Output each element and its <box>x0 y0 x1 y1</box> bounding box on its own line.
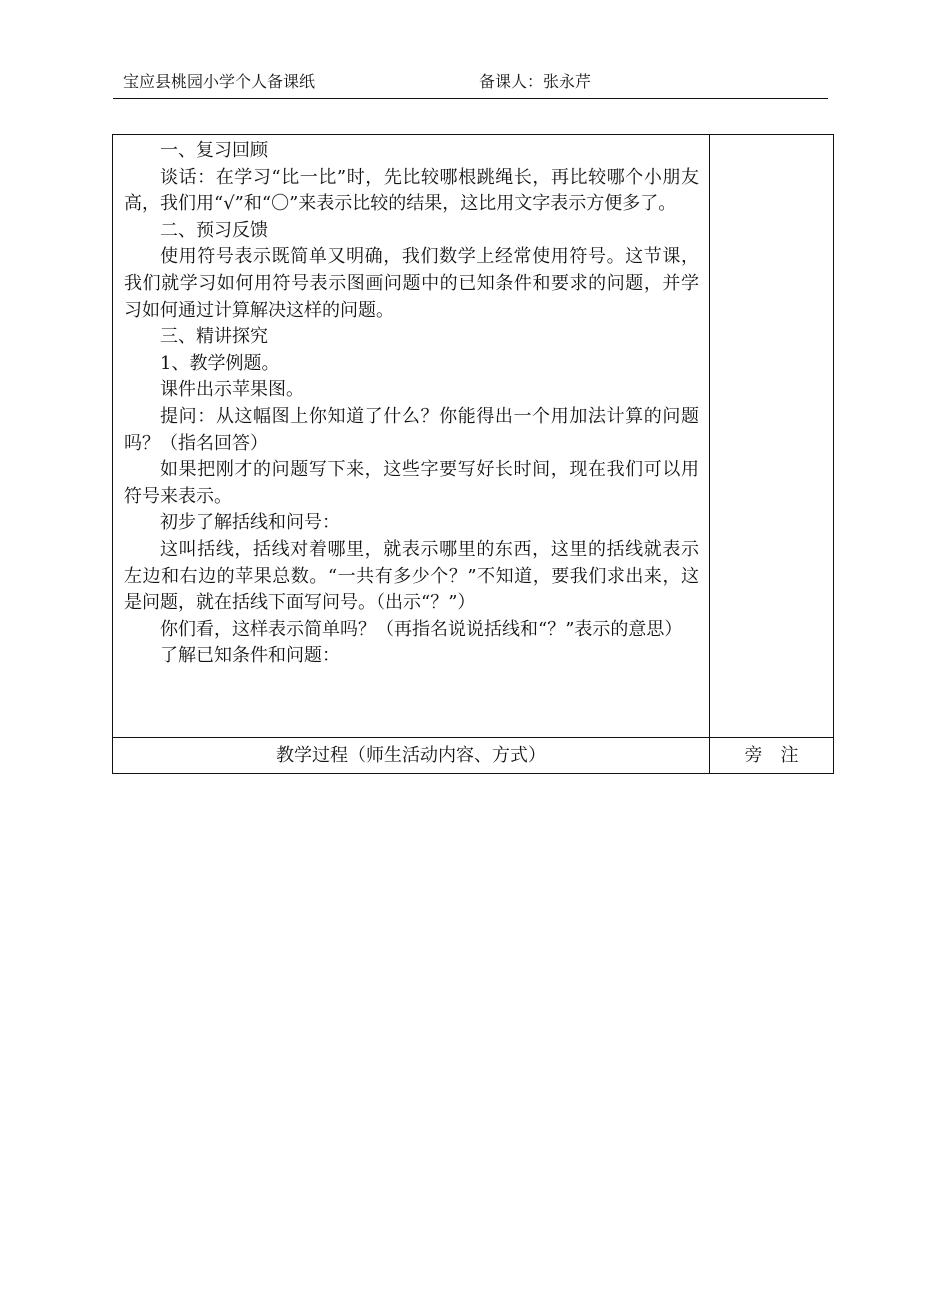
lesson-preparer: 备课人：张永芹 <box>479 72 592 91</box>
teaching-content-cell <box>113 135 710 737</box>
school-name: 宝应县桃园小学个人备课纸 <box>123 72 316 91</box>
conditions-paragraph: 了解已知条件和问题： <box>160 645 340 667</box>
side-note-cell <box>710 135 833 737</box>
table-footer-row <box>113 737 833 774</box>
header-divider <box>113 98 828 99</box>
section-heading-exploration: 三、精讲探究 <box>160 326 268 348</box>
bracket-intro-paragraph: 初步了解括线和问号： <box>160 512 340 534</box>
side-note-label: 旁注 <box>744 745 817 766</box>
question-paragraph: 提问：从这幅图上你知道了什么？你能得出一个用加法计算的问题吗？（指名回答） <box>124 405 699 454</box>
example-heading: 1、教学例题。 <box>160 352 280 374</box>
lesson-plan-table <box>112 134 834 774</box>
symbol-paragraph: 如果把刚才的问题写下来，这些字要写好长时间，现在我们可以用符号来表示。 <box>124 459 699 507</box>
review-paragraph: 谈话：在学习“比一比”时，先比较哪根跳绳长，再比较哪个小朋友高，我们用“√”和“〇”来表示比较的结果，这比用文字表示方便多了。 <box>124 166 699 215</box>
courseware-paragraph: 课件出示苹果图。 <box>160 379 304 401</box>
preview-feedback-paragraph: 使用符号表示既简单又明确，我们数学上经常使用符号。这节课，我们就学习如何用符号表示图画问题中的已知条件和要求的问题，并学习如何通过计算解决这样的问题。 <box>124 246 699 321</box>
section-heading-review: 一、复习回顾 <box>160 140 268 161</box>
teaching-process-label: 教学过程（师生活动内容、方式） <box>113 738 710 774</box>
section-heading-preview-feedback: 二、预习反馈 <box>160 219 268 241</box>
page-header <box>123 72 828 96</box>
simplicity-question-paragraph: 你们看，这样表示简单吗？（再指名说说括线和“？”表示的意思） <box>160 618 683 640</box>
bracket-explanation-paragraph: 这叫括线，括线对着哪里，就表示哪里的东西，这里的括线就表示左边和右边的苹果总数。“一共有多少个？”不知道，要我们求出来，这是问题，就在括线下面写问号。（出示“？”） <box>124 538 699 614</box>
